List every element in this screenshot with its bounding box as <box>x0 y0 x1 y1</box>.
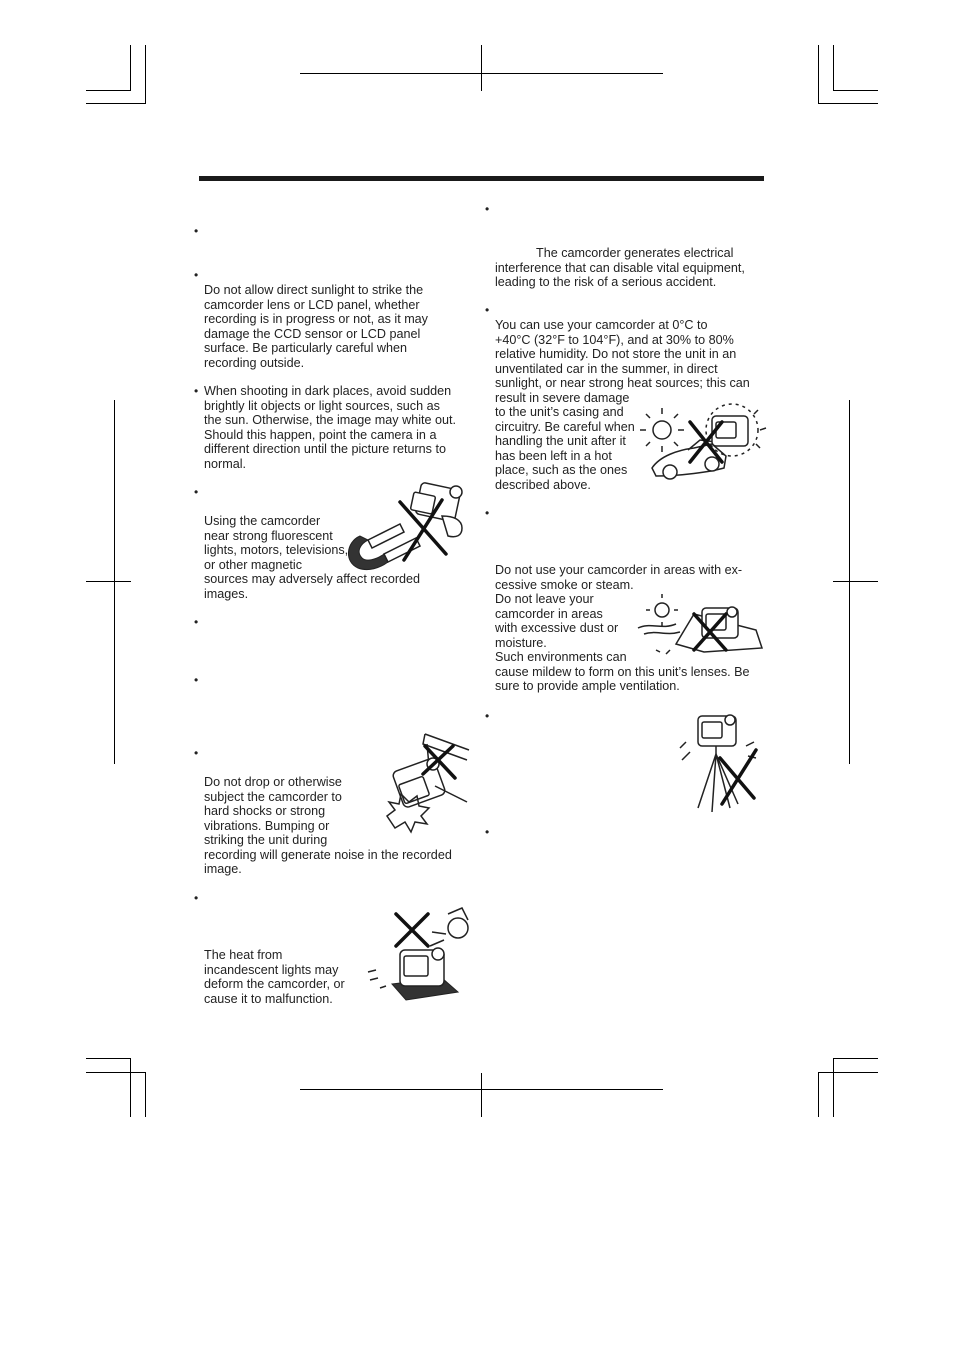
sunlight-paragraph: Do not allow direct sunlight to strike the camcorder lens or LCD panel, whether recording is in progress or not, as it may damage the CCD sensor or LCD panel surface. Be particularly careful when recording outside. <box>204 283 428 370</box>
bullet: • <box>194 384 199 398</box>
bullet: • <box>194 224 199 238</box>
bullet: • <box>485 303 490 317</box>
tripod-camcorder-illustration <box>676 712 766 820</box>
bullet: • <box>485 202 490 216</box>
bullet: • <box>194 268 199 282</box>
magnet-camcorder-illustration <box>338 476 470 578</box>
bullet: • <box>485 506 490 520</box>
header-rule <box>199 176 764 181</box>
shock-paragraph: Do not drop or otherwise subject the camcorder to hard shocks or strong vibrations. Bumping or striking the unit during recording will generate noise in the recorded image. <box>204 775 452 876</box>
interference-paragraph: The camcorder generates electrical interference that can disable vital equipment, leading to the risk of a serious accident. <box>495 246 745 289</box>
bullet: • <box>194 746 199 760</box>
bullet: • <box>194 891 199 905</box>
dust-camcorder-illustration <box>636 594 766 662</box>
heat-paragraph: The heat from incandescent lights may deform the camcorder, or cause it to malfunction. <box>204 948 345 1006</box>
bullet: • <box>485 825 490 839</box>
bullet: • <box>485 709 490 723</box>
lamp-camcorder-illustration <box>362 906 472 1006</box>
shock-camcorder-illustration <box>375 728 475 840</box>
temperature-paragraph: You can use your camcorder at 0°C to +40°C (32°F to 104°F), and at 30% to 80% relative humidity. Do not store the unit in an unventilated car in the summer, in direct sunlight, or near strong heat sources; this can result in severe damage to the unit’s casing and circuitry. Be careful when handling the unit after it has been left in a hot place, such as the ones described above. <box>495 318 750 492</box>
magnetic-paragraph: Using the camcorder near strong fluorescent lights, motors, televisions, or other magnetic sources may adversely affect recorded images. <box>204 514 421 601</box>
dark-places-paragraph: When shooting in dark places, avoid sudden brightly lit objects or light sources, such as the sun. Otherwise, the image may white out. Should this happen, point the camera in a different direction until the picture returns to normal. <box>204 384 456 471</box>
bullet: • <box>194 615 199 629</box>
bullet: • <box>194 485 199 499</box>
smoke-paragraph: Do not use your camcorder in areas with ex- cessive smoke or steam. Do not leave your camcorder in areas with excessive dust or moisture. Such environments can cause mildew to form on this unit’s lenses. Be sure to provide ample ventilation. <box>495 563 750 693</box>
bullet: • <box>194 673 199 687</box>
hot-car-camcorder-illustration <box>640 400 770 488</box>
